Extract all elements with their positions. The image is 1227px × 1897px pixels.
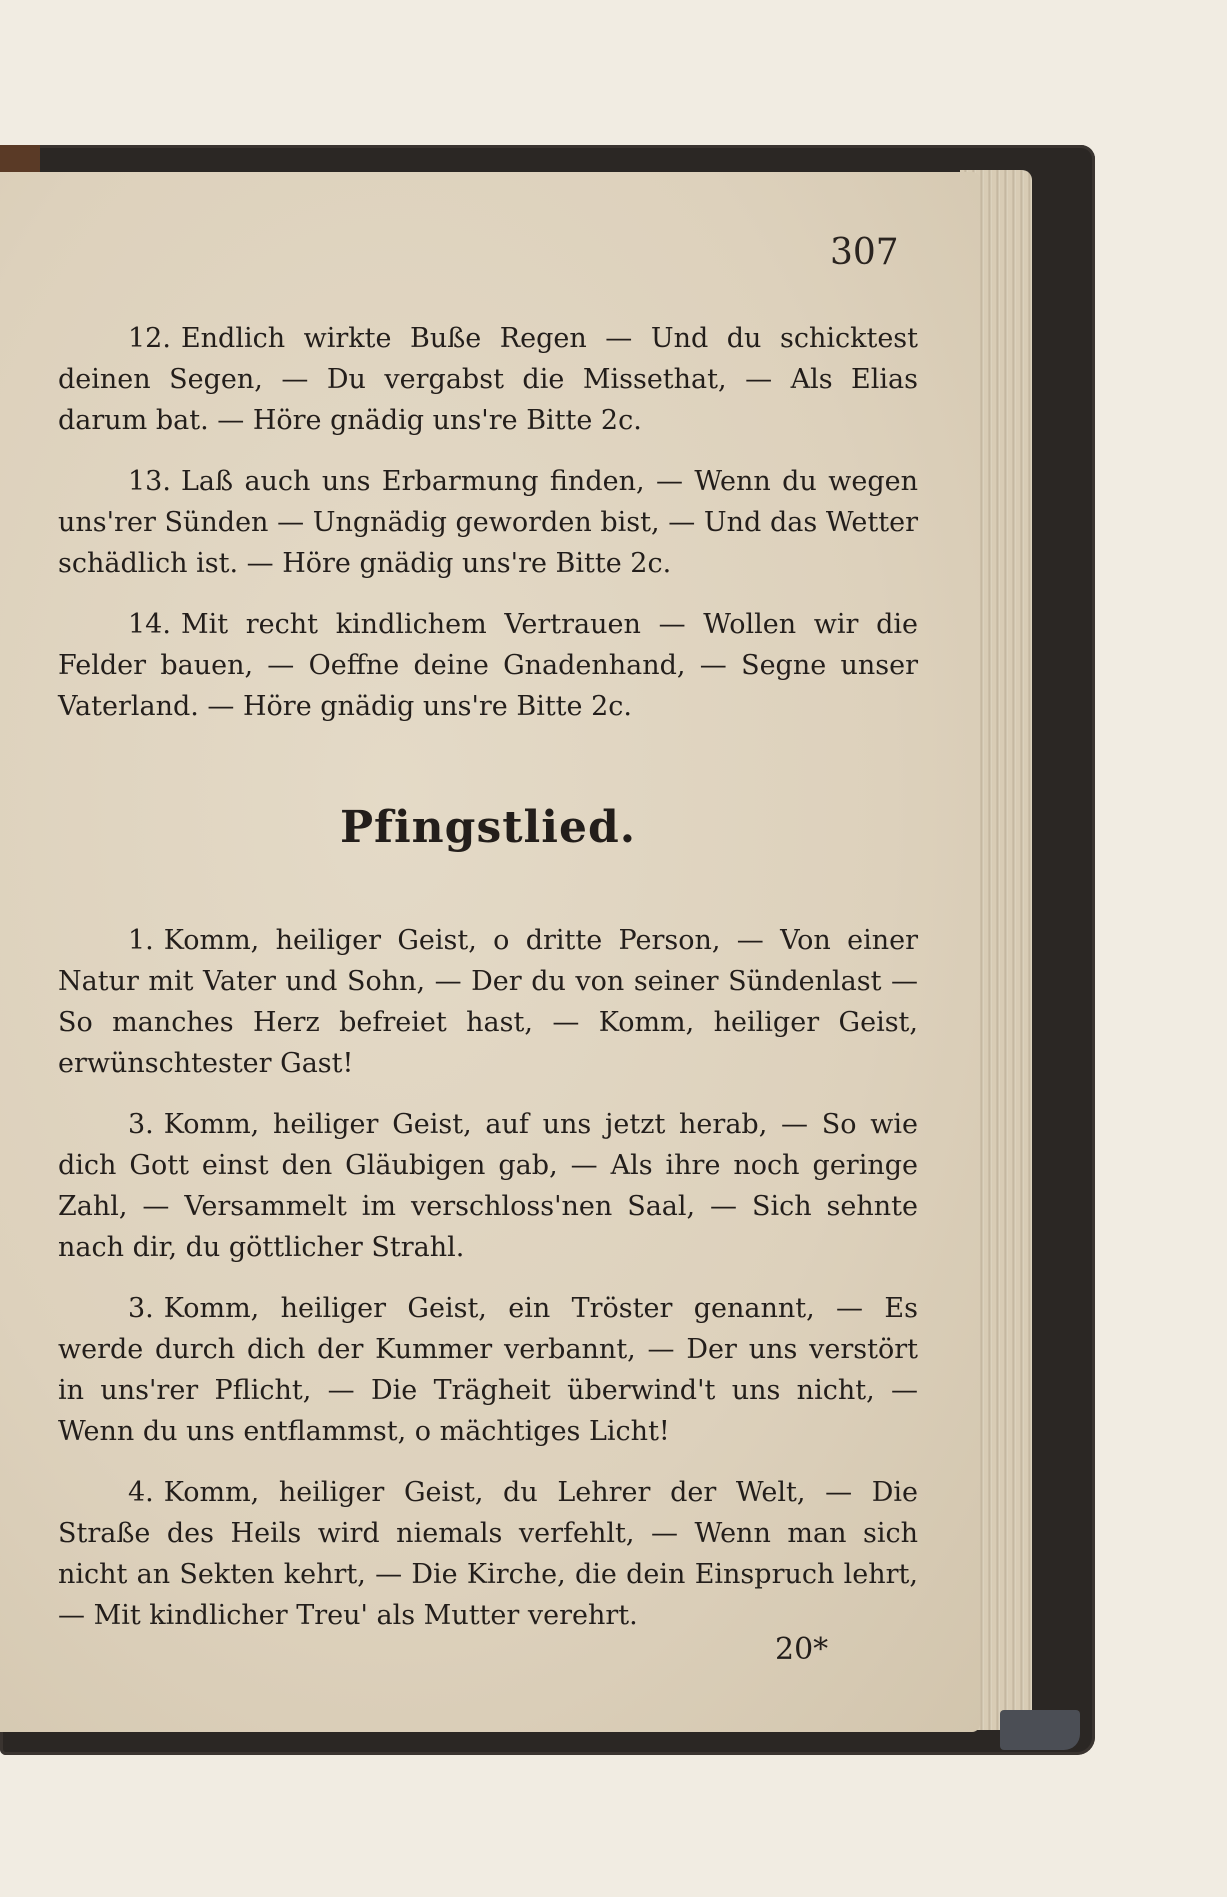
stanza-text: Komm, heiliger Geist, du Lehrer der Welt, — Die Straße des Heils wird niemals verfehlt, — Wenn man sich nicht an Sekten kehrt, — Die Kirche, die dein Einspruch lehrt, — Mit kindlicher Treu' als Mutter verehrt.	[58, 1477, 918, 1631]
page-text	[58, 318, 918, 1656]
stanza	[58, 318, 918, 441]
stanza-number: 13.	[128, 466, 171, 497]
stanza-number: 3.	[128, 1293, 154, 1324]
section-heading: Pfingstlied.	[339, 802, 637, 853]
stanza-text: Komm, heiliger Geist, ein Tröster genannt, — Es werde durch dich der Kummer verbannt, — Der uns verstört in uns'rer Pflicht, — Die Trägheit überwind't uns nicht, — Wenn du uns entflammst, o mächtiges Licht!	[58, 1293, 918, 1447]
page-number: 307	[830, 232, 899, 273]
cover-corner	[1000, 1710, 1080, 1750]
stanza-text: Komm, heiliger Geist, o dritte Person, — Von einer Natur mit Vater und Sohn, — Der du von seiner Sündenlast — So manches Herz befreiet hast, — Komm, heiliger Geist, erwünschtester Gast!	[58, 925, 918, 1079]
printer-signature: 20*	[775, 1632, 829, 1667]
stanza-text: Endlich wirkte Buße Regen — Und du schicktest deinen Segen, — Du vergabst die Missethat, — Als Elias darum bat. — Höre gnädig uns're Bitte 2c.	[58, 323, 918, 436]
stanza-number: 3.	[128, 1109, 154, 1140]
stanza	[58, 1288, 918, 1452]
stanza	[58, 1472, 918, 1636]
stanza-text: Mit recht kindlichem Vertrauen — Wollen wir die Felder bauen, — Oeffne deine Gnadenhand, — Segne unser Vaterland. — Höre gnädig uns're Bitte 2c.	[58, 609, 918, 722]
stanza-number: 14.	[128, 609, 171, 640]
stanza-number: 4.	[128, 1477, 154, 1508]
stanza	[58, 604, 918, 727]
stanza-text: Laß auch uns Erbarmung finden, — Wenn du wegen uns'rer Sünden — Ungnädig geworden bist, — Und das Wetter schädlich ist. — Höre gnädig uns're Bitte 2c.	[58, 466, 918, 579]
stanza-number: 1.	[128, 925, 154, 956]
stanza-number: 12.	[128, 323, 171, 354]
stanza	[58, 1104, 918, 1268]
stanza	[58, 920, 918, 1084]
stanza-text: Komm, heiliger Geist, auf uns jetzt herab, — So wie dich Gott einst den Gläubigen gab, — Als ihre noch geringe Zahl, — Versammelt im verschloss'nen Saal, — Sich sehnte nach dir, du göttlicher Strahl.	[58, 1109, 918, 1263]
stanza	[58, 461, 918, 584]
